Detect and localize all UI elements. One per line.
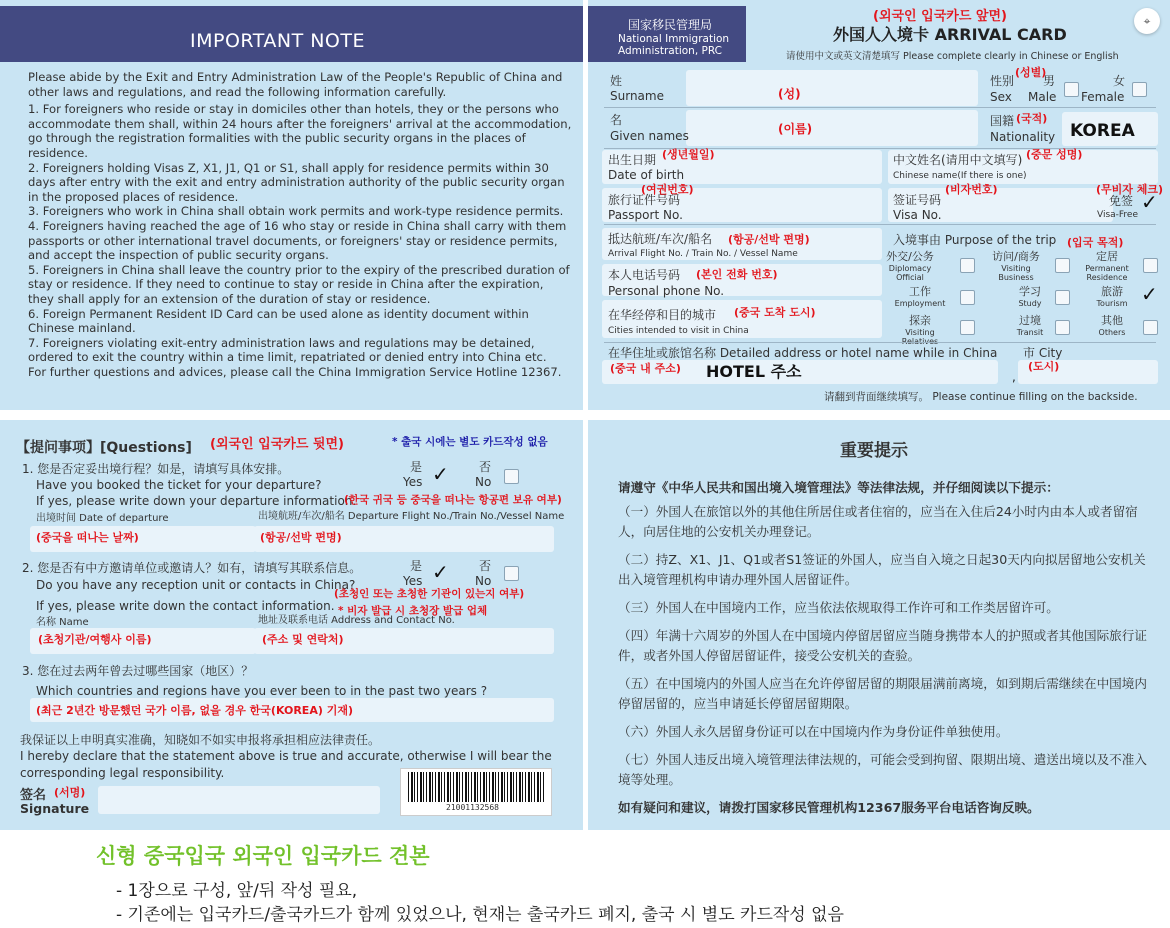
q1-en2: If yes, please write down your departure information. xyxy=(36,494,357,508)
purpose-item xyxy=(998,285,1062,308)
purpose-item xyxy=(878,250,942,282)
note-paragraph: 1. For foreigners who reside or stay in domiciles other than hotels, they or the persons who accommodate them shall, within 24 hours after the foreigners' arrival at the accommodation, go through the registration formalities with the public security organs in the places of residence. xyxy=(28,102,572,160)
address-label: 在华住址或旅馆名称 Detailed address or hotel name while in China xyxy=(608,346,998,360)
scan-icon[interactable]: ⌖ xyxy=(1134,8,1160,34)
purpose-tourism-check-icon[interactable]: ✓ xyxy=(1141,282,1158,306)
caption-title: 신형 중국입국 외국인 입국카드 견본 xyxy=(96,844,430,868)
q2-cn: 2. 您是否有中方邀请单位或邀请人？如有，请填写其联系信息。 xyxy=(22,561,362,575)
q2-yes-check-icon[interactable]: ✓ xyxy=(432,560,449,584)
signature-field[interactable] xyxy=(98,786,380,814)
visa-free-check-icon[interactable]: ✓ xyxy=(1141,190,1158,214)
q2-yes-label-en: Yes xyxy=(403,574,423,588)
dob-annot: (생년월일) xyxy=(662,148,715,161)
purpose-label-cn: 探亲 xyxy=(909,314,931,327)
q2-no-label-cn: 否 xyxy=(479,559,492,573)
nationality-label-en: Nationality xyxy=(990,130,1056,144)
divider xyxy=(604,342,1156,343)
note-paragraph: 7. Foreigners violating exit-entry administration laws and regulations may be detained, ordered to exit the country within a time limit, repatriated or denied entry into China etc. xyxy=(28,335,547,365)
divider xyxy=(604,224,1156,225)
chinese-name-label-cn: 中文姓名(请用中文填写) xyxy=(893,153,1023,167)
important-note-body xyxy=(28,70,573,379)
contact-address-label: 地址及联系电话 Address and Contact No. xyxy=(258,615,455,626)
purpose-label-en: Visiting xyxy=(905,328,935,337)
signature-annot: (서명) xyxy=(54,786,86,799)
purpose-label: 入境事由 Purpose of the trip xyxy=(893,233,1057,247)
visa-label-cn: 签证号码 xyxy=(893,193,942,207)
phone-label-en: Personal phone No. xyxy=(608,284,725,298)
signature-label-cn: 签名 xyxy=(20,788,47,803)
given-names-label-cn: 名 xyxy=(610,113,623,127)
q2-no-checkbox[interactable] xyxy=(504,566,519,581)
visa-free-label-cn: 免签 xyxy=(1109,194,1134,208)
cities-annot: (중국 도착 도시) xyxy=(734,306,816,319)
sex-annot: (성별) xyxy=(1015,66,1047,79)
passport-label-en: Passport No. xyxy=(608,208,683,222)
arrival-flight-label-cn: 抵达航班/车次/船名 xyxy=(608,232,713,246)
purpose-label-cn: 外交/公务 xyxy=(886,250,934,263)
note-paragraph: For further questions and advices, please call the China Immigration Service Hotline 12367. xyxy=(28,364,562,379)
purpose-item xyxy=(888,285,952,308)
purpose-label-cn: 定居 xyxy=(1096,250,1118,263)
tip-item: （六）外国人永久居留身份证可以在中国境内作为身份证件单独使用。 xyxy=(618,724,1009,739)
purpose-annot: (입국 목적) xyxy=(1067,236,1124,249)
q1-no-label-cn: 否 xyxy=(479,460,492,474)
q1-no-checkbox[interactable] xyxy=(504,469,519,484)
q3-en: Which countries and regions have you ever been to in the past two years ? xyxy=(36,684,488,698)
purpose-item xyxy=(984,250,1048,282)
card-back-left xyxy=(0,420,583,830)
contact-address-annot: (주소 및 연락처) xyxy=(262,633,344,646)
tip-item: （二）持Z、X1、J1、Q1或者S1签证的外国人，应当自入境之日起30天内向拟居留地公安机关出入境管理机构申请办理外国人居留证件。 xyxy=(618,552,1146,587)
q1-cn: 1. 您是否定妥出境行程？如是，请填写具体安排。 xyxy=(22,462,290,476)
caption-line-2: - 기존에는 입국카드/출국카드가 함께 있었으나, 현재는 출국카드 폐지, 출국 시 별도 카드작성 없음 xyxy=(116,905,844,925)
note-paragraph: 5. Foreigners in China shall leave the country prior to the expiry of the prescribed duration of stay or residence. If they need to continue to stay or reside in China after the expiration, they shall apply for an extension of the duration of stay or residence. xyxy=(28,262,570,306)
dob-label-en: Date of birth xyxy=(608,168,685,182)
questions-header: 【提问事项】[Questions] xyxy=(16,440,192,456)
visa-label-en: Visa No. xyxy=(893,208,942,222)
purpose-label-en: Diplomacy Official xyxy=(888,264,932,282)
purpose-checkbox-others[interactable] xyxy=(1143,320,1158,335)
card-front-left xyxy=(0,0,583,410)
purpose-checkbox-employment[interactable] xyxy=(960,290,975,305)
agency-en2: Administration, PRC xyxy=(618,45,722,57)
given-names-field[interactable] xyxy=(686,110,978,146)
purpose-label-en: Others xyxy=(1098,328,1126,337)
tip-item: （一）外国人在旅馆以外的其他住所居住或者住宿的，应当在入住后24小时内由本人或者留宿人，向居住地的公安机关办理登记。 xyxy=(618,504,1138,539)
q1-yes-label-en: Yes xyxy=(403,475,423,489)
q1-en: Have you booked the ticket for your departure? xyxy=(36,478,322,492)
q2-annot2: * 비자 발급 시 초청장 발급 업체 xyxy=(338,605,488,617)
purpose-checkbox-relatives[interactable] xyxy=(960,320,975,335)
phone-label-cn: 本人电话号码 xyxy=(608,268,681,282)
note-paragraph: 6. Foreign Permanent Resident ID Card can be used alone as identity document within Chinese mainland. xyxy=(28,306,529,336)
departure-flight-label: 出境航班/车次/船名 Departure Flight No./Train No./Vessel Name xyxy=(258,511,565,522)
barcode-number: 21001132568 xyxy=(446,803,499,812)
surname-field[interactable] xyxy=(686,70,978,106)
declaration-cn: 我保证以上申明真实准确，知晓如不如实申报将承担相应法律责任。 xyxy=(20,733,381,747)
arrival-flight-label-en: Arrival Flight No. / Train No. / Vessel Name xyxy=(608,249,798,259)
given-names-label-en: Given names xyxy=(610,129,689,143)
sex-label-en: Sex xyxy=(990,90,1012,104)
q2-no-label-en: No xyxy=(475,574,492,588)
tip-item: （三）外国人在中国境内工作，应当依法依规取得工作许可和工作类居留许可。 xyxy=(618,600,1059,615)
q1-no-label-en: No xyxy=(475,475,492,489)
address-value: HOTEL 주소 xyxy=(706,362,802,381)
departure-flight-annot: (항공/선박 편명) xyxy=(260,531,342,544)
nationality-annot: (국적) xyxy=(1016,112,1048,125)
address-city-label: 市 City xyxy=(1023,346,1063,360)
countries-visited-annot: (최근 2년간 방문했던 국가 이름, 없을 경우 한국(KOREA) 기재) xyxy=(36,704,353,717)
caption-line-1: - 1장으로 구성, 앞/뒤 작성 필요, xyxy=(116,881,358,901)
declaration-en2: corresponding legal responsibility. xyxy=(20,766,225,780)
purpose-label-en: Tourism xyxy=(1096,299,1128,308)
surname-annot: (성) xyxy=(778,87,801,101)
tips-footer: 如有疑问和建议，请拨打国家移民管理机构12367服务平台电话咨询反映。 xyxy=(618,800,1040,815)
passport-label-cn: 旅行证件号码 xyxy=(608,193,681,207)
purpose-item xyxy=(998,314,1062,337)
q2-en2: If yes, please write down the contact information. xyxy=(36,599,335,613)
tip-item: （四）年满十六周岁的外国人在中国境内停留居留应当随身携带本人的护照或者其他国际旅行证件，或者外国人停留居留证件，接受公安机关的查验。 xyxy=(618,628,1147,663)
chinese-name-label-en: Chinese name(If there is one) xyxy=(893,171,1027,181)
tip-item: （七）外国人违反出境入境管理法律法规的，可能会受到拘留、限期出境、遣送出境以及不准入境等处理。 xyxy=(618,752,1147,787)
phone-annot: (본인 전화 번호) xyxy=(696,268,778,281)
purpose-checkbox-business[interactable] xyxy=(1055,258,1070,273)
purpose-label-en: Study xyxy=(1018,299,1042,308)
cities-label-cn: 在华经停和目的城市 xyxy=(608,308,717,322)
nationality-label-cn: 国籍 xyxy=(990,114,1015,128)
agency-en1: National Immigration xyxy=(618,33,730,45)
note-paragraph: 4. Foreigners having reached the age of 16 who stay or reside in China shall carry with them passports or other international travel documents, or foreigners' stay or residence permits, and accept the inspection of public security organs. xyxy=(28,218,567,263)
nationality-value: KOREA xyxy=(1070,121,1135,141)
contact-name-label: 名称 Name xyxy=(36,617,89,628)
departure-date-annot: (중국을 떠나는 날짜) xyxy=(36,531,139,544)
female-checkbox[interactable] xyxy=(1132,82,1147,97)
q1-annot: (한국 귀국 등 중국을 떠나는 항공편 보유 여부) xyxy=(344,494,562,506)
female-label-cn: 女 xyxy=(1113,74,1126,88)
dob-label-cn: 出生日期 xyxy=(608,153,657,167)
male-label-en: Male xyxy=(1028,90,1057,104)
purpose-checkbox-diplomacy[interactable] xyxy=(960,258,975,273)
instruction-text: 请使用中文或英文清楚填写 Please complete clearly in Chinese or English xyxy=(786,51,1119,62)
purpose-checkbox-transit[interactable] xyxy=(1055,320,1070,335)
cities-label-en: Cities intended to visit in China xyxy=(608,326,749,336)
purpose-item xyxy=(1085,314,1139,337)
male-label-cn: 男 xyxy=(1043,74,1056,88)
passport-annot: (여권번호) xyxy=(641,183,694,196)
visa-annot: (비자번호) xyxy=(945,183,998,196)
important-tips-title: 重要提示 xyxy=(840,441,908,461)
continue-note: 请翻到背面继续填写。 Please continue filling on the backside. xyxy=(824,391,1138,403)
address-city-annot: (도시) xyxy=(1028,360,1060,373)
visa-free-annot: (무비자 체크) xyxy=(1096,183,1164,196)
q2-en: Do you have any reception unit or contacts in China? xyxy=(36,578,356,592)
annot-front-title: (외국인 입국카드 앞면) xyxy=(873,9,1007,24)
note-paragraph: 2. Foreigners holding Visas Z, X1, J1, Q1 or S1, shall apply for residence permits within 30 days after entry with the exit and entry administration authority of the public security organ in the proposed places of residence. xyxy=(28,160,565,204)
q1-yes-check-icon[interactable]: ✓ xyxy=(432,462,449,486)
tips-list xyxy=(618,502,1148,818)
contact-name-annot: (초청기관/여행사 이름) xyxy=(38,633,152,646)
agency-cn: 国家移民管理局 xyxy=(628,18,713,32)
tips-intro: 请遵守《中华人民共和国出境入境管理法》等法律法规，并仔细阅读以下提示： xyxy=(618,480,1059,495)
sex-label-cn: 性别 xyxy=(990,74,1015,88)
visa-free-label-en: Visa-Free xyxy=(1097,210,1139,220)
purpose-item xyxy=(1080,250,1134,282)
note-paragraph: 3. Foreigners who work in China shall obtain work permits and work-type residence permits. xyxy=(28,204,564,219)
purpose-label-en: Employment xyxy=(894,299,946,308)
purpose-label-cn: 旅游 xyxy=(1101,285,1123,298)
q1-yes-label-cn: 是 xyxy=(410,460,423,474)
divider xyxy=(604,107,1156,108)
chinese-name-annot: (중문 성명) xyxy=(1026,148,1083,161)
q2-annot: (초청인 또는 초청한 기관이 있는지 여부) xyxy=(334,588,525,600)
tip-item: （五）在中国境内的外国人应当在允许停留居留的期限届满前离境，如到期后需继续在中国境内停留居留的，应当申请延长停留居留期限。 xyxy=(618,676,1147,711)
declaration-en1: I hereby declare that the statement above is true and accurate, otherwise I will bear the xyxy=(20,749,552,763)
barcode-graphic xyxy=(408,772,546,802)
no-exit-card-note: * 출국 시에는 별도 카드작성 없음 xyxy=(392,436,548,448)
q2-yes-label-cn: 是 xyxy=(410,559,423,573)
male-checkbox[interactable] xyxy=(1064,82,1079,97)
note-paragraph: Please abide by the Exit and Entry Administration Law of the People's Republic of China and other laws and regulations, and read the following information carefully. xyxy=(28,70,563,99)
card-front-right xyxy=(588,0,1170,410)
purpose-label-cn: 学习 xyxy=(1019,285,1041,298)
arrival-flight-annot: (항공/선박 편명) xyxy=(728,233,810,246)
purpose-label-cn: 访问/商务 xyxy=(992,250,1040,263)
departure-date-label: 出境时间 Date of departure xyxy=(36,513,169,524)
purpose-checkbox-study[interactable] xyxy=(1055,290,1070,305)
surname-label-en: Surname xyxy=(610,89,664,103)
purpose-label-en: Transit xyxy=(1016,328,1044,337)
purpose-item xyxy=(1085,285,1139,308)
q3-cn: 3. 您在过去两年曾去过哪些国家（地区）？ xyxy=(22,664,254,678)
purpose-label-cn: 工作 xyxy=(909,285,931,298)
important-note-title: IMPORTANT NOTE xyxy=(190,30,365,52)
purpose-label-en: Permanent Residence xyxy=(1085,264,1129,282)
purpose-label-cn: 其他 xyxy=(1101,314,1123,327)
surname-label-cn: 姓 xyxy=(610,74,623,88)
address-annot: (중국 내 주소) xyxy=(610,362,681,375)
card-back-right xyxy=(588,420,1170,830)
signature-label-en: Signature xyxy=(20,801,90,816)
purpose-label-cn: 过境 xyxy=(1019,314,1041,327)
arrival-card-title: 外国人入境卡 ARRIVAL CARD xyxy=(833,25,1067,44)
purpose-label-en: Visiting Business xyxy=(998,264,1034,282)
address-comma: , xyxy=(1012,370,1016,384)
female-label-en: Female xyxy=(1081,90,1125,104)
given-names-annot: (이름) xyxy=(778,122,813,136)
back-title-annot: (외국인 입국카드 뒷면) xyxy=(210,437,344,452)
purpose-checkbox-residence[interactable] xyxy=(1143,258,1158,273)
